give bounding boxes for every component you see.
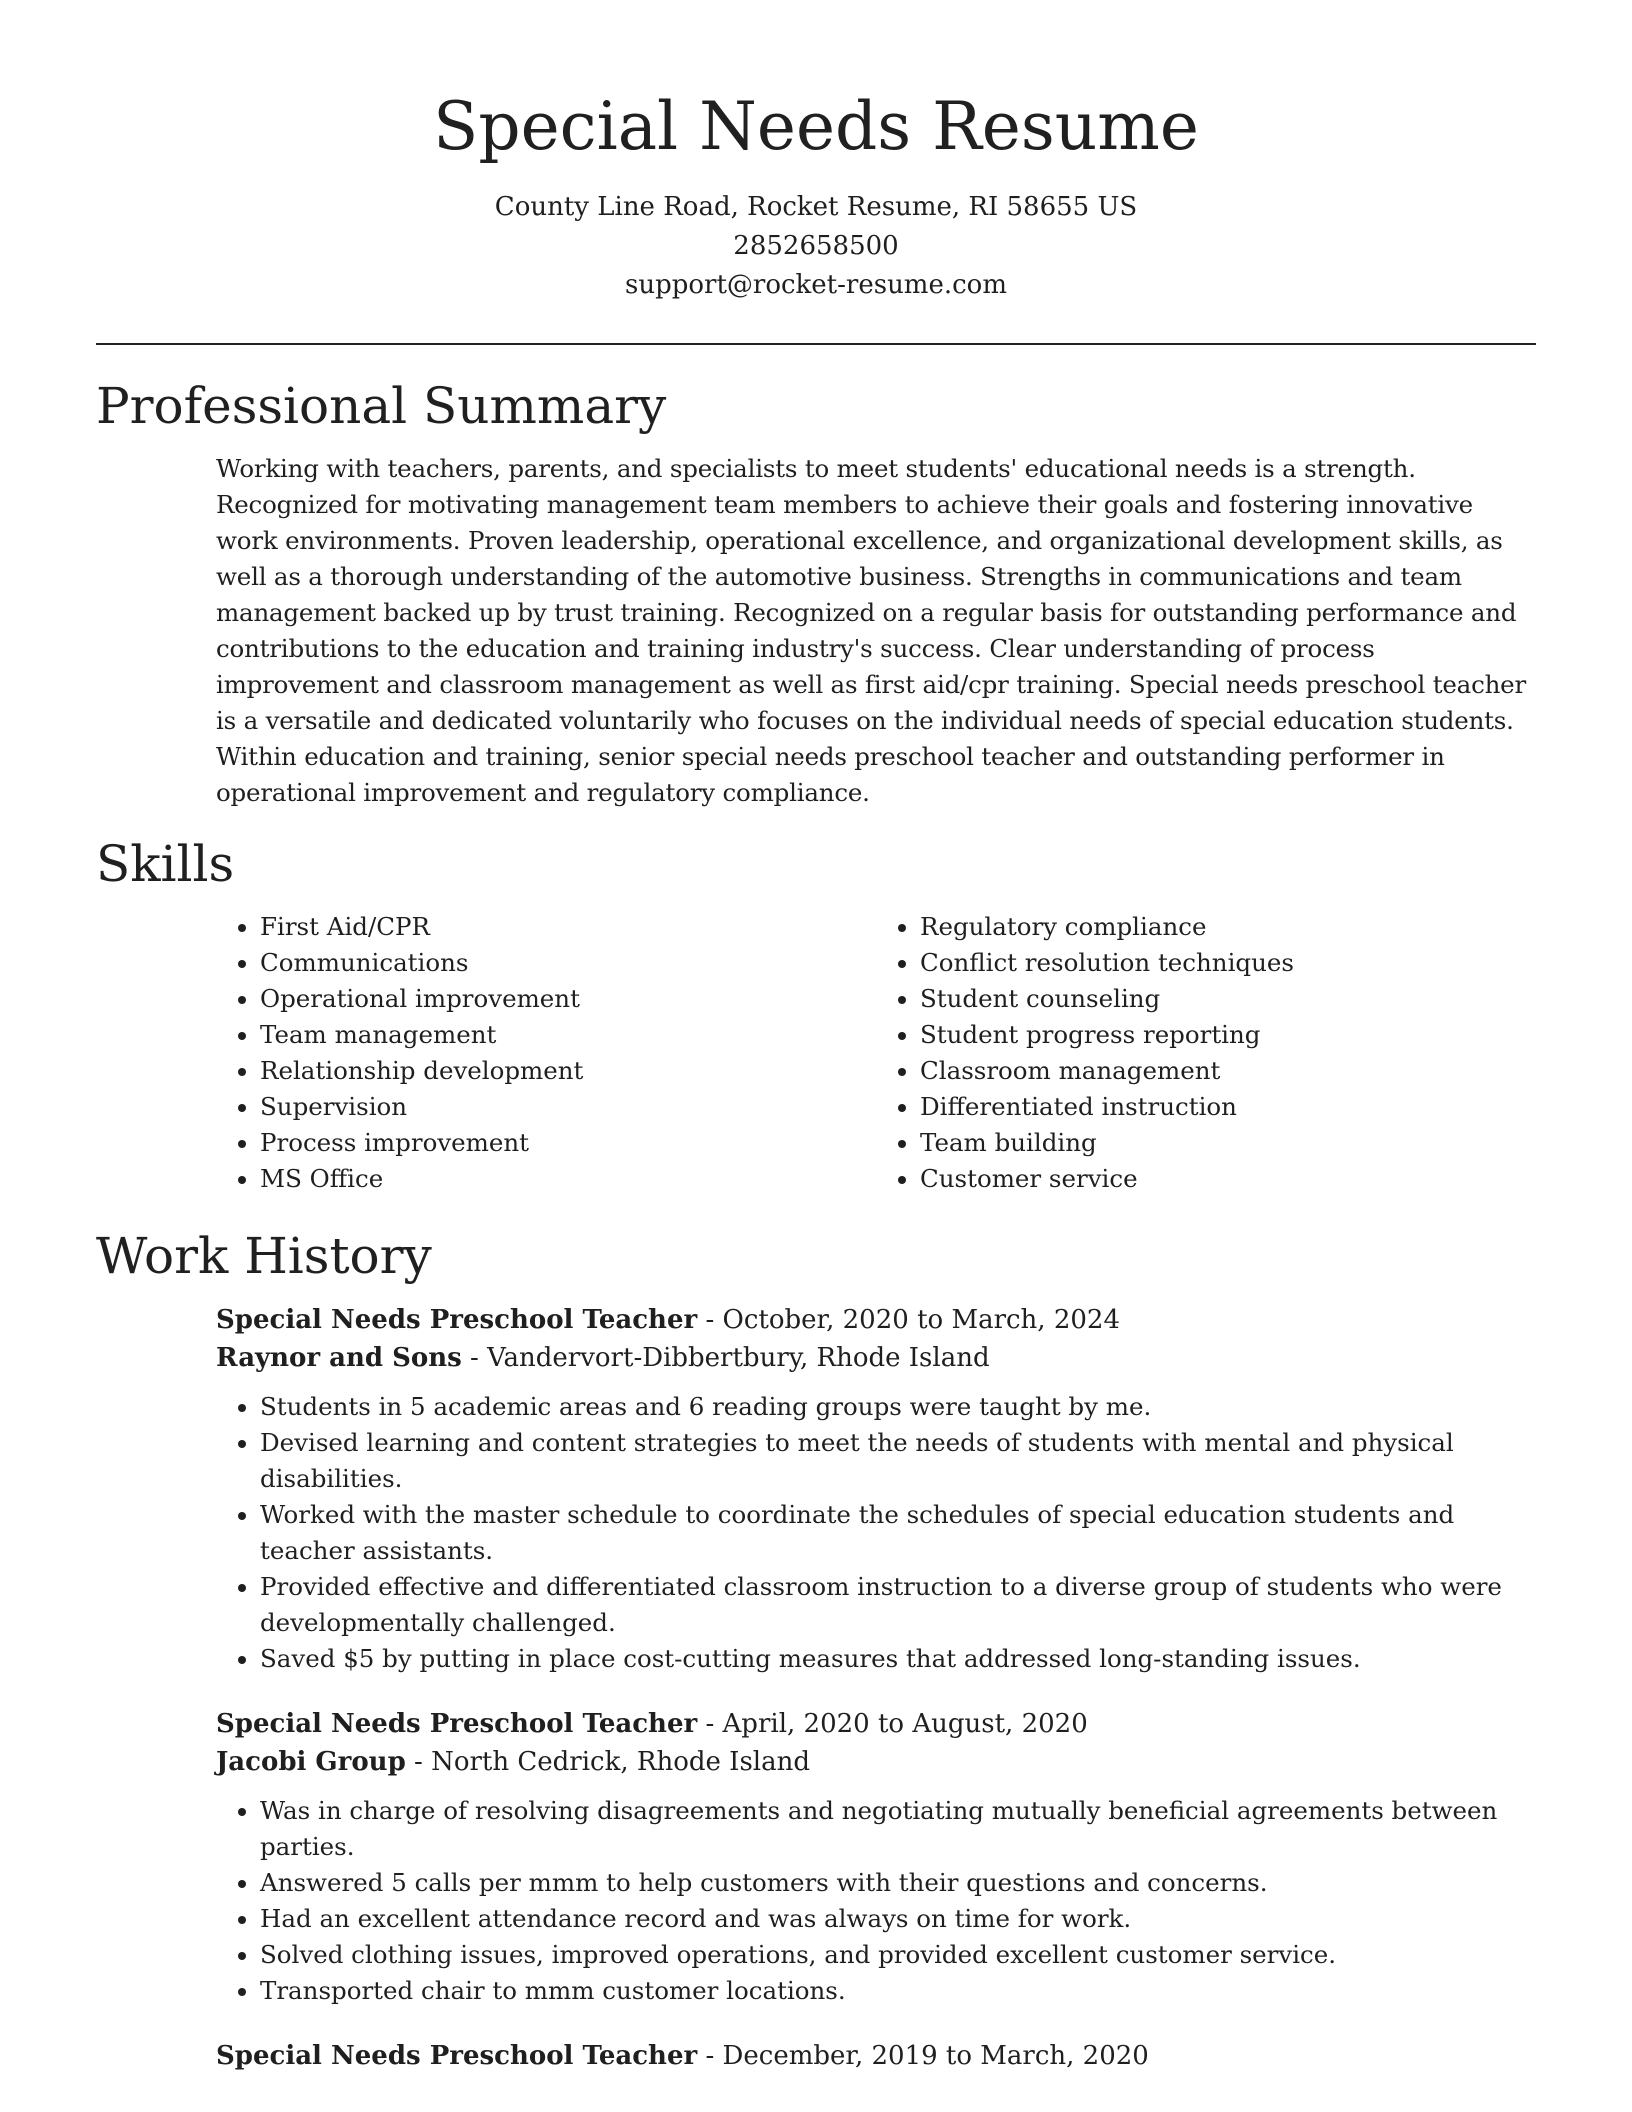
job-dates: April, 2020 to August, 2020: [722, 1709, 1088, 1739]
job-title-line: [216, 2037, 1536, 2075]
separator: -: [697, 1709, 723, 1739]
skill-item: • Operational improvement: [260, 981, 876, 1017]
skill-item: • Communications: [260, 945, 876, 981]
job-company-line: [216, 1339, 1536, 1377]
job-entry: [96, 2037, 1536, 2075]
skill-item: • Regulatory compliance: [920, 909, 1536, 945]
job-bullet: • Solved clothing issues, improved operations, and provided excellent customer service.: [260, 1937, 1536, 1973]
skill-item: • First Aid/CPR: [260, 909, 876, 945]
job-bullet: • Saved $5 by putting in place cost-cutting measures that addressed long-standing issues.: [260, 1641, 1536, 1677]
job-bullet: • Provided effective and differentiated classroom instruction to a diverse group of students who were developmentally challenged.: [260, 1569, 1536, 1641]
job-title: Special Needs Preschool Teacher: [216, 2041, 698, 2071]
job-title: Special Needs Preschool Teacher: [216, 1305, 698, 1335]
skill-item: • Differentiated instruction: [920, 1089, 1536, 1125]
header-divider: [96, 343, 1536, 345]
job-entry: [96, 1301, 1536, 1677]
separator: -: [697, 2041, 723, 2071]
job-company: Raynor and Sons: [216, 1343, 462, 1373]
skill-item: • Customer service: [920, 1161, 1536, 1197]
work-history-heading: Work History: [96, 1227, 432, 1285]
job-bullet: • Transported chair to mmm customer locations.: [260, 1973, 1536, 2009]
job-bullet: • Devised learning and content strategies to meet the needs of students with mental and physical disabilities.: [260, 1425, 1536, 1497]
skills-list-left: [216, 909, 876, 1197]
skill-item: • Student progress reporting: [920, 1017, 1536, 1053]
skill-item: • Student counseling: [920, 981, 1536, 1017]
skill-item: • Conflict resolution techniques: [920, 945, 1536, 981]
summary-heading: Professional Summary: [96, 377, 667, 435]
separator: -: [461, 1343, 488, 1373]
skill-item: • Team building: [920, 1125, 1536, 1161]
separator: -: [405, 1747, 432, 1777]
job-bullet: • Was in charge of resolving disagreements and negotiating mutually beneficial agreements between parties.: [260, 1793, 1536, 1865]
work-history-section: [96, 1225, 1536, 2075]
resume-title: Special Needs Resume: [433, 88, 1199, 165]
job-company-line: [216, 1743, 1536, 1781]
job-entry: [96, 1705, 1536, 2009]
job-bullet: • Had an excellent attendance record and was always on time for work.: [260, 1901, 1536, 1937]
skill-item: • Relationship development: [260, 1053, 876, 1089]
job-bullet: • Answered 5 calls per mmm to help customers with their questions and concerns.: [260, 1865, 1536, 1901]
skills-heading: Skills: [96, 835, 235, 893]
skill-item: • Classroom management: [920, 1053, 1536, 1089]
job-title-line: [216, 1301, 1536, 1339]
summary-section: [96, 375, 1536, 811]
skills-list-right: [876, 909, 1536, 1197]
job-bullets: [216, 1793, 1536, 2009]
job-bullet: • Students in 5 academic areas and 6 reading groups were taught by me.: [260, 1389, 1536, 1425]
summary-text: Working with teachers, parents, and specialists to meet students' educational needs is a strength. Recognized for motivating management team members to achieve their goals and fostering innovative work environments. Proven leadership, operational excellence, and organizational development skills, as well as a thorough understanding of the automotive business. Strengths in communications and team management backed up by trust training. Recognized on a regular basis for outstanding performance and contributions to the education and training industry's success. Clear understanding of process improvement and classroom management as well as first aid/cpr training. Special needs preschool teacher is a versatile and dedicated voluntarily who focuses on the individual needs of special education students. Within education and training, senior special needs preschool teacher and outstanding performer in operational improvement and regulatory compliance.: [216, 454, 1526, 807]
skill-item: • Team management: [260, 1017, 876, 1053]
contact-phone: 2852658500: [733, 231, 899, 261]
separator: -: [697, 1305, 723, 1335]
contact-address: County Line Road, Rocket Resume, RI 58655 US: [494, 192, 1138, 222]
contact-email: support@rocket-resume.com: [624, 270, 1007, 300]
skill-item: • Process improvement: [260, 1125, 876, 1161]
job-dates: December, 2019 to March, 2020: [722, 2041, 1149, 2071]
job-title-line: [216, 1705, 1536, 1743]
job-location: Vandervort-Dibbertbury, Rhode Island: [487, 1343, 990, 1373]
job-bullets: [216, 1389, 1536, 1677]
skill-item: • Supervision: [260, 1089, 876, 1125]
job-dates: October, 2020 to March, 2024: [722, 1305, 1120, 1335]
skills-section: [96, 833, 1536, 1197]
job-location: North Cedrick, Rhode Island: [431, 1747, 810, 1777]
contact-block: [96, 188, 1536, 305]
job-company: Jacobi Group: [216, 1747, 406, 1777]
job-bullet: • Worked with the master schedule to coordinate the schedules of special education students and teacher assistants.: [260, 1497, 1536, 1569]
skill-item: • MS Office: [260, 1161, 876, 1197]
job-title: Special Needs Preschool Teacher: [216, 1709, 698, 1739]
